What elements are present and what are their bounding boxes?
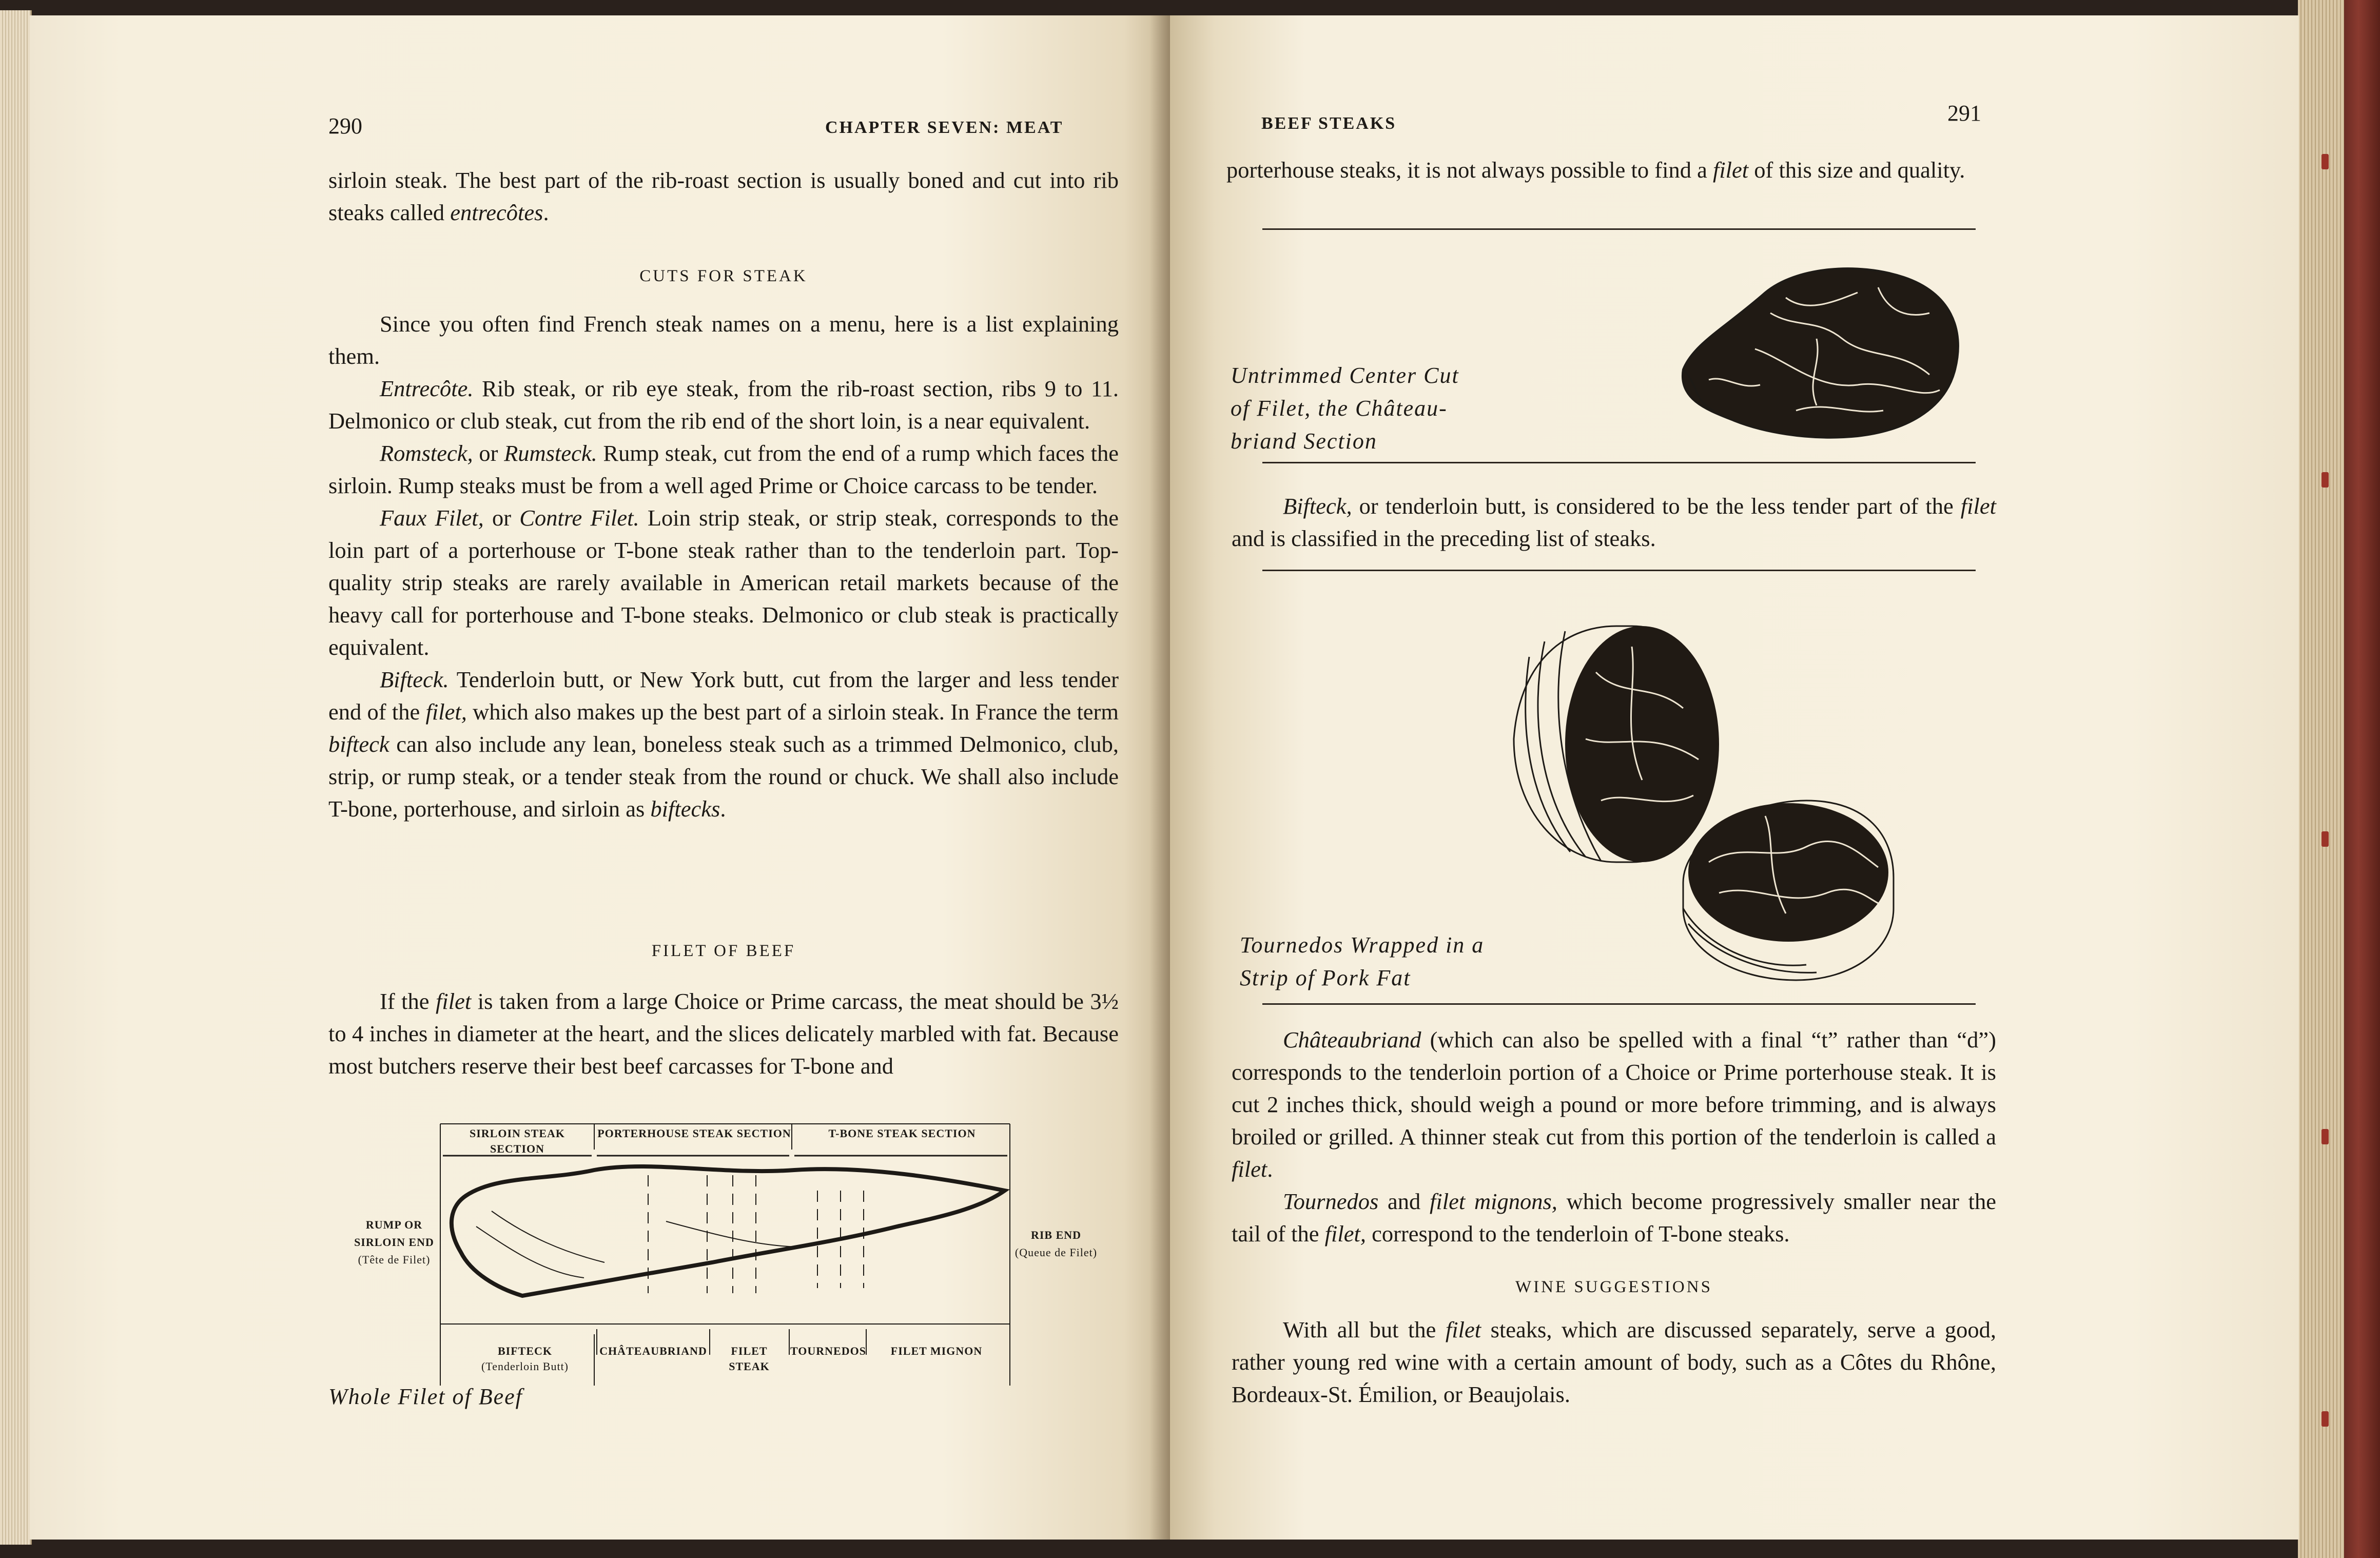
running-head: BEEF STEAKS	[1261, 114, 1397, 133]
chateaubriand-paragraph: Châteaubriand (which can also be spelled with a final “t” rather than “d”) corresponds to the tenderloin portion of a Choice or Prime porterhouse steak. It is cut 2 inches thick, should weigh a pound or more before trimming, and is always broiled or grilled. A thinner steak cut from this portion of the tenderloin is called a filet.	[1232, 1027, 1996, 1182]
caption-untrimmed-center-cut: Untrimmed Center Cut of Filet, the Château- briand Section	[1231, 363, 1459, 454]
tournedos-paragraph: Tournedos and filet mignons, which become progressively smaller near the tail of the filet, correspond to the tenderloin of T-bone steaks.	[1232, 1189, 1996, 1247]
continuation-paragraph: porterhouse steaks, it is not always possible to find a filet of this size and quality.	[1226, 157, 1965, 183]
right-page	[1170, 15, 2299, 1540]
diagram-label-rump-end: RUMP OR SIRLOIN END (Tête de Filet)	[354, 1218, 434, 1266]
entry-bifteck: Bifteck. Tenderloin butt, or New York butt, cut from the larger and less tender end of the filet, which also makes up the best part of a sirloin steak. In France the term bifteck can also include any lean, boneless steak such as a trimmed Delmonico, club, strip, or rump steak, or a tender steak from the round or chuck. We shall also include T-bone, porterhouse, and sirloin as biftecks.	[328, 667, 1119, 822]
running-head: CHAPTER SEVEN: MEAT	[825, 118, 1064, 137]
section-title-wine: WINE SUGGESTIONS	[1515, 1278, 1712, 1296]
divider-rule	[1262, 1003, 1976, 1005]
thumb-mark	[2322, 1411, 2329, 1427]
thumb-mark	[2322, 1129, 2329, 1144]
thumb-mark	[2322, 154, 2329, 169]
diagram-label-filet-steak: FILET STEAK	[729, 1345, 770, 1373]
page-number: 291	[1947, 101, 1981, 126]
section-title-filet: FILET OF BEEF	[651, 942, 796, 960]
diagram-label-bifteck: BIFTECK (Tenderloin Butt)	[481, 1345, 569, 1373]
divider-rule	[1262, 462, 1976, 463]
page-number: 290	[328, 113, 362, 139]
entry-romsteck: Romsteck, or Rumsteck. Rump steak, cut from the end of a rump which faces the sirloin. Rump steaks must be from a well aged Prime or Choice carcass to be tender.	[328, 440, 1119, 498]
left-page	[30, 15, 1170, 1540]
untrimmed-center-cut-illustration	[1663, 257, 1971, 452]
thumb-mark	[2322, 472, 2329, 488]
diagram-label-chateaubriand: CHÂTEAUBRIAND	[599, 1345, 707, 1357]
caption-tournedos: Tournedos Wrapped in a Strip of Pork Fat	[1240, 932, 1485, 990]
thumb-mark	[2322, 831, 2329, 847]
diagram-label-porterhouse: PORTERHOUSE STEAK SECTION	[597, 1127, 791, 1140]
tournedos-illustration	[1498, 595, 1899, 996]
diagram-label-sirloin: SIRLOIN STEAK SECTION	[469, 1127, 565, 1155]
entry-entrecote: Entrecôte. Rib steak, or rib eye steak, from the rib-roast section, ribs 9 to 11. Delmonico or club steak, cut from the rib end of the short loin, is a near equivalent.	[328, 376, 1119, 434]
chateaubriand-and-tournedos-body	[1232, 1024, 1996, 1250]
diagram-label-tournedos: TOURNEDOS	[790, 1345, 866, 1357]
opening-paragraph: sirloin steak. The best part of the rib-roast section is usually boned and cut into rib steaks called entrecôtes.	[328, 167, 1119, 225]
thumb-index-marks	[2322, 154, 2342, 1488]
filet-paragraph: If the filet is taken from a large Choice or Prime carcass, the meat should be 3½ to 4 inches in diameter at the heart, and the slices delicately marbled with fat. Because most butchers reserve their best beef carcasses for T-bone and	[328, 988, 1119, 1079]
divider-rule	[1262, 228, 1976, 230]
cuts-intro: Since you often find French steak names on a menu, here is a list explaining them.	[328, 311, 1119, 369]
wine-paragraph: With all but the filet steaks, which are discussed separately, serve a good, rather young red wine with a certain amount of body, such as a Côtes du Rhône, Bordeaux-St. Émilion, or Beaujolais.	[1232, 1317, 1997, 1407]
book-cover-right	[2344, 0, 2380, 1558]
divider-rule	[1262, 570, 1976, 571]
cuts-body	[328, 308, 1119, 825]
bifteck-paragraph: Bifteck, or tenderloin butt, is considered to be the less tender part of the filet and is classified in the preceding list of steaks.	[1232, 493, 1996, 551]
diagram-label-filet-mignon: FILET MIGNON	[890, 1345, 983, 1357]
section-title-cuts: CUTS FOR STEAK	[639, 267, 808, 285]
diagram-label-rib-end: RIB END (Queue de Filet)	[1015, 1229, 1098, 1259]
diagram-caption: Whole Filet of Beef	[328, 1384, 523, 1409]
entry-faux-filet: Faux Filet, or Contre Filet. Loin strip steak, or strip steak, corresponds to the loin part of a porterhouse or T-bone steak rather than to the tenderloin part. Top-quality strip steaks are rarely available in American retail markets because of the heavy call for porterhouse and T-bone steaks. Delmonico or club steak is practically equivalent.	[328, 505, 1119, 660]
diagram-label-tbone: T-BONE STEAK SECTION	[828, 1127, 976, 1140]
book-edge-left	[0, 10, 32, 1545]
